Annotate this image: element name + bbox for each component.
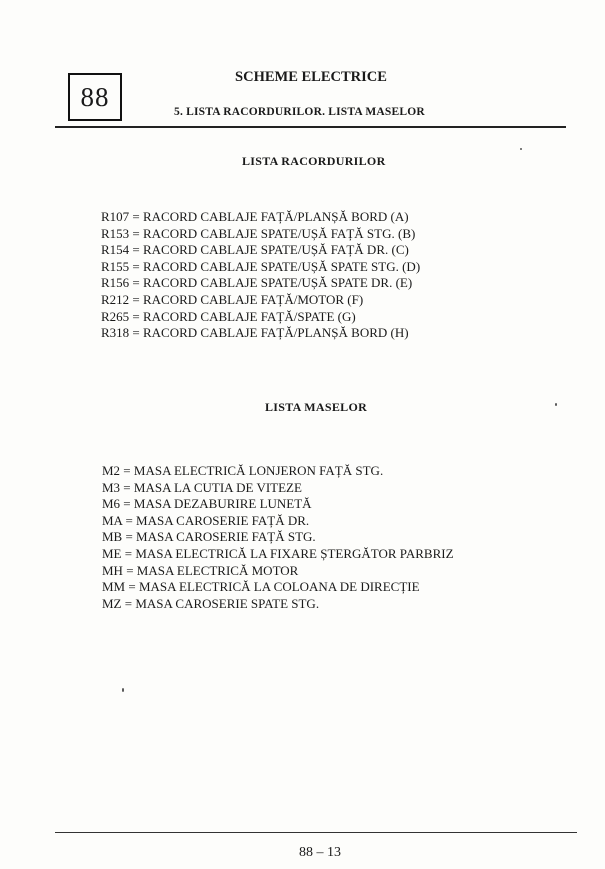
racorduri-heading: LISTA RACORDURILOR	[242, 154, 386, 168]
scan-speck	[555, 403, 557, 406]
list-item: R265 = RACORD CABLAJE FAȚĂ/SPATE (G)	[101, 308, 356, 324]
list-item: R107 = RACORD CABLAJE FAȚĂ/PLANȘĂ BORD (A)	[101, 209, 409, 224]
list-item: ME = MASA ELECTRICĂ LA FIXARE ȘTERGĂTOR PARBRIZ	[102, 545, 454, 561]
list-item: M3 = MASA LA CUTIA DE VITEZE	[102, 479, 302, 495]
list-item: R153 = RACORD CABLAJE SPATE/UȘĂ FAȚĂ STG. (B)	[101, 225, 416, 241]
list-item: MH = MASA ELECTRICĂ MOTOR	[102, 562, 299, 578]
list-item: M6 = MASA DEZABURIRE LUNETĂ	[102, 496, 312, 512]
footer-rule	[55, 832, 577, 833]
header-rule	[55, 126, 566, 128]
list-item: R156 = RACORD CABLAJE SPATE/UȘĂ SPATE DR. (E)	[101, 275, 413, 291]
list-item: MZ = MASA CAROSERIE SPATE STG.	[102, 595, 320, 611]
list-item: R155 = RACORD CABLAJE SPATE/UȘĂ SPATE STG. (D)	[101, 258, 421, 274]
list-item: MM = MASA ELECTRICĂ LA COLOANA DE DIRECȚIE	[102, 579, 420, 595]
mase-heading: LISTA MASELOR	[265, 400, 368, 414]
racorduri-list	[101, 209, 420, 342]
list-item: R318 = RACORD CABLAJE FAȚĂ/PLANȘĂ BORD (H)	[101, 325, 409, 341]
scan-speck	[520, 148, 522, 150]
list-item: MA = MASA CAROSERIE FAȚĂ DR.	[102, 512, 310, 528]
list-item: R154 = RACORD CABLAJE SPATE/UȘĂ FAȚĂ DR. (C)	[101, 242, 409, 258]
chapter-title: SCHEME ELECTRICE	[235, 69, 387, 85]
page-number-box: 88	[68, 73, 122, 121]
list-item: M2 = MASA ELECTRICĂ LONJERON FAȚĂ STG.	[102, 463, 384, 478]
scan-speck	[122, 688, 124, 692]
mase-list	[102, 463, 454, 612]
section-title: 5. LISTA RACORDURILOR. LISTA MASELOR	[174, 106, 425, 118]
list-item: MB = MASA CAROSERIE FAȚĂ STG.	[102, 529, 316, 545]
list-item: R212 = RACORD CABLAJE FAȚĂ/MOTOR (F)	[101, 291, 364, 307]
footer-page-number: 88 – 13	[299, 845, 341, 860]
